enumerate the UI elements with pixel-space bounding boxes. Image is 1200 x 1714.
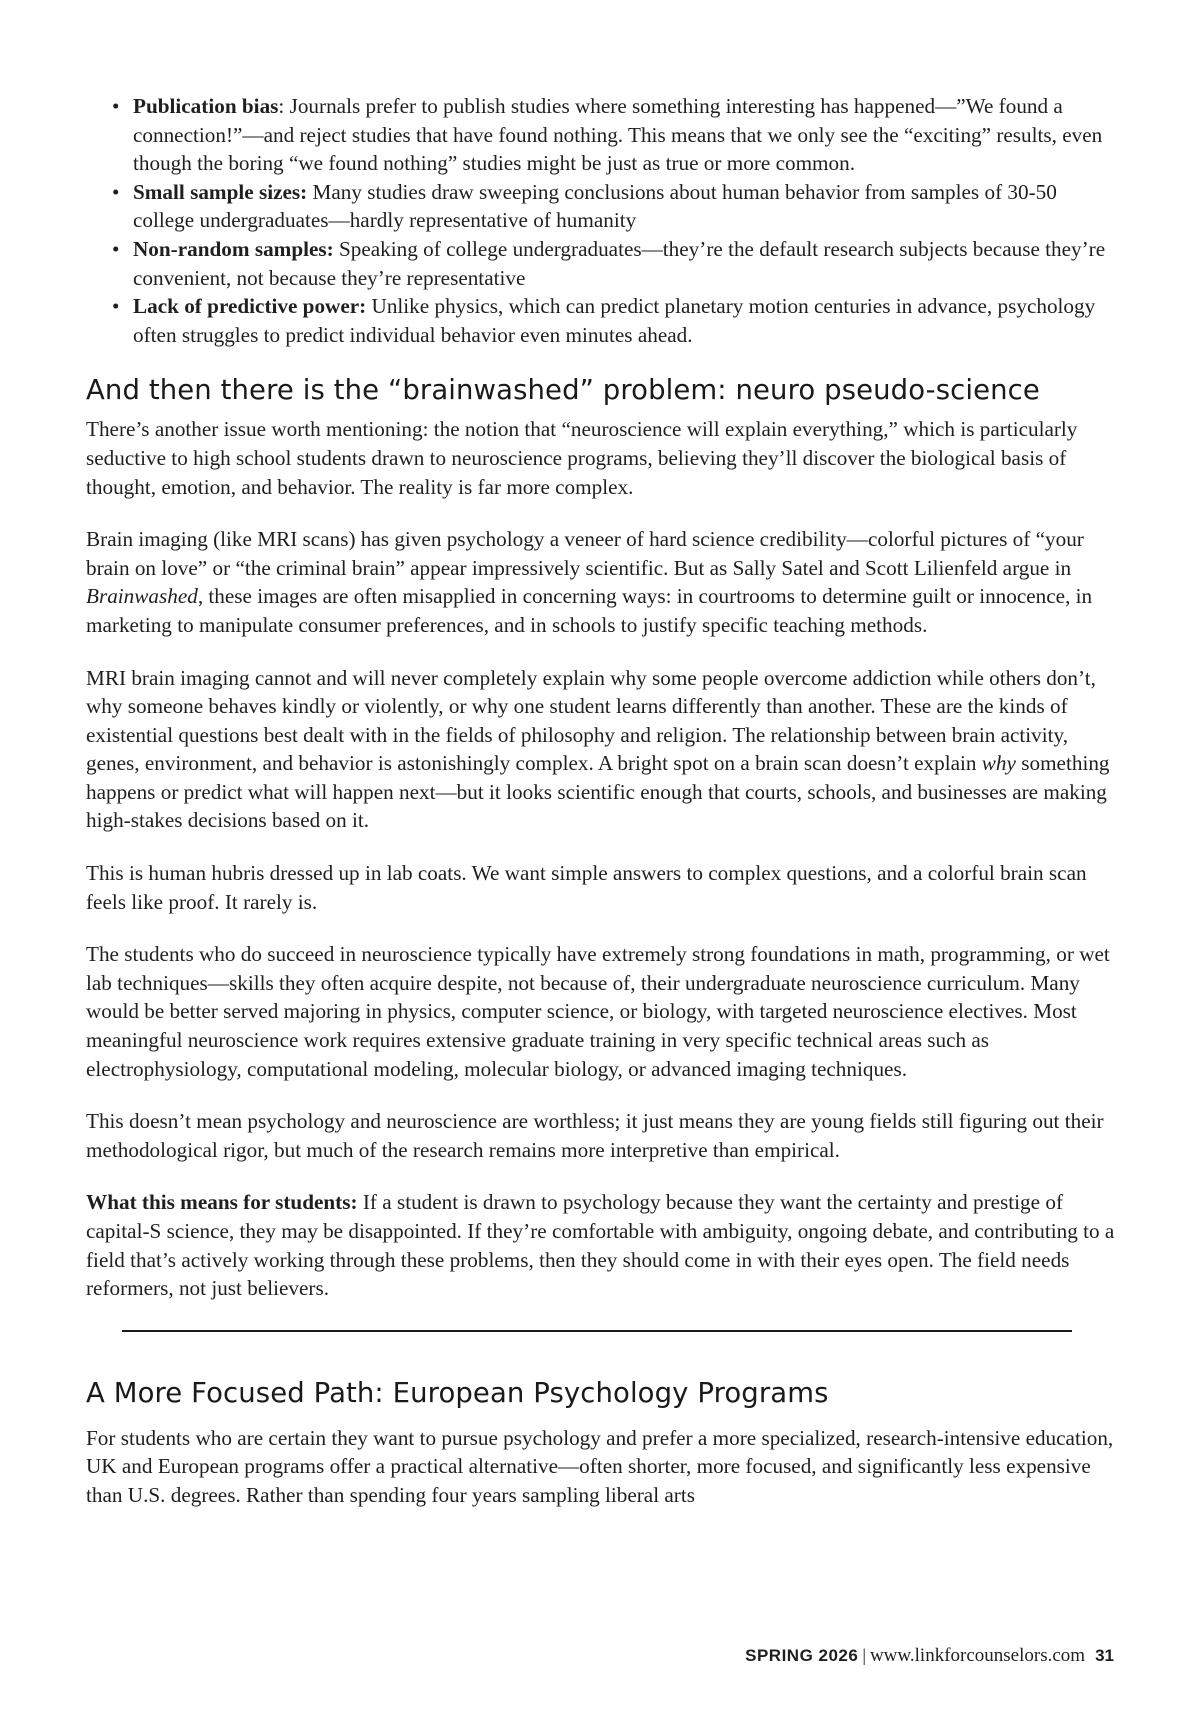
list-item-text: Speaking of college undergraduates—they’re the default research subjects because they’re convenient, not because they’re representative bbox=[133, 236, 1106, 290]
paragraph-text: Brain imaging (like MRI scans) has given psychology a veneer of hard science credibility—colorful pictures of “your brain on love” or “the criminal brain” appear impressively scientific. But as Sally Satel and Scott Lilienfeld argue in bbox=[86, 527, 1084, 580]
page-footer bbox=[745, 1643, 1114, 1668]
paragraph: This is human hubris dressed up in lab coats. We want simple answers to complex questions, and a colorful brain scan feels like proof. It rarely is. bbox=[86, 861, 1087, 914]
paragraph: The students who do succeed in neuroscience typically have extremely strong foundations in math, programming, or wet lab techniques—skills they often acquire despite, not because of, their undergraduate neuroscience curriculum. Many would be better served majoring in physics, computer science, or biology, with targeted neuroscience electives. Most meaningful neuroscience work requires extensive graduate training in very specific technical areas such as electrophysiology, computational modeling, molecular biology, or advanced imaging techniques. bbox=[86, 942, 1110, 1081]
list-item-text: Many studies draw sweeping conclusions about human behavior from samples of 30-50 college undergraduates—hardly representative of humanity bbox=[133, 179, 1057, 233]
paragraph-text: MRI brain imaging cannot and will never completely explain why some people overcome addiction while others don’t, why someone behaves kindly or violently, or why one student learns differently than another. These are the kinds of existential questions best dealt with in the fields of philosophy and religion. The relationship between brain activity, genes, environment, and behavior is astonishingly complex. A bright spot on a brain scan doesn’t explain bbox=[86, 665, 1096, 776]
list-item-sep: : bbox=[278, 94, 285, 118]
section-heading-neuro: And then there is the “brainwashed” problem: neuro pseudo-science bbox=[86, 374, 1040, 407]
website-url: www.linkforcounselors.com bbox=[869, 1645, 1086, 1666]
section-heading-european: A More Focused Path: European Psychology Programs bbox=[86, 1376, 829, 1409]
page-content bbox=[86, 92, 1116, 1510]
takeaway-paragraph bbox=[86, 1188, 1116, 1302]
list-item-term: Publication bias bbox=[133, 94, 279, 118]
list-item-term: Lack of predictive power: bbox=[133, 294, 367, 319]
paragraph-text: , these images are often misapplied in concerning ways: in courtrooms to determine guilt or innocence, in marketing to manipulate consumer preferences, and in schools to justify specific teaching methods. bbox=[86, 584, 1093, 637]
list-item bbox=[86, 178, 1116, 235]
list-item bbox=[86, 292, 1116, 349]
bullet-icon: • bbox=[112, 94, 120, 118]
paragraph-text: If a student is drawn to psychology because they want the certainty and prestige of capital-S science, they may be disappointed. If they’re comfortable with ambiguity, ongoing debate, and contributing to a field that’s actively working through these problems, then they should come in with their eyes open. The field needs reformers, not just believers. bbox=[86, 1190, 1115, 1301]
list-item-text: Unlike physics, which can predict planetary motion centuries in advance, psychology often struggles to predict individual behavior even minutes ahead. bbox=[133, 294, 1096, 347]
emphasis: why bbox=[981, 751, 1016, 776]
list-item bbox=[86, 92, 1116, 178]
takeaway-label: What this means for students: bbox=[86, 1190, 358, 1215]
paragraph: This doesn’t mean psychology and neuroscience are worthless; it just means they are young fields still figuring out their methodological rigor, but much of the research remains more interpretive than empirical. bbox=[86, 1109, 1104, 1162]
list-item-term: Small sample sizes: bbox=[133, 179, 308, 204]
footer-separator: | bbox=[862, 1645, 866, 1665]
bullet-icon: • bbox=[112, 179, 120, 204]
paragraph: For students who are certain they want to pursue psychology and prefer a more specialized, research-intensive education, UK and European programs offer a practical alternative—often shorter, more focused, and significantly less expensive than U.S. degrees. Rather than spending four years sampling liberal arts bbox=[86, 1425, 1114, 1507]
issue-season: SPRING 2026 bbox=[745, 1646, 859, 1665]
section-divider bbox=[122, 1330, 1072, 1332]
issues-list bbox=[86, 92, 1116, 349]
bullet-icon: • bbox=[112, 236, 120, 261]
paragraph: There’s another issue worth mentioning: the notion that “neuroscience will explain everything,” which is particularly seductive to high school students drawn to neuroscience programs, believing they’ll discover the biological basis of thought, emotion, and behavior. The reality is far more complex. bbox=[86, 417, 1078, 499]
paragraph bbox=[86, 525, 1116, 639]
list-item bbox=[86, 235, 1116, 292]
bullet-icon: • bbox=[112, 294, 120, 319]
list-item-text: Journals prefer to publish studies where something interesting has happened—”We found a connection!”—and reject studies that have found nothing. This means that we only see the “exciting” results, even though the boring “we found nothing” studies might be just as true or more common. bbox=[133, 94, 1103, 176]
list-item-term: Non-random samples: bbox=[133, 236, 334, 261]
paragraph-text: something happens or predict what will happen next—but it looks scientific enough that courts, schools, and businesses are making high-stakes decisions based on it. bbox=[86, 751, 1110, 833]
book-title: Brainwashed bbox=[86, 584, 198, 609]
paragraph bbox=[86, 664, 1116, 836]
page-number: 31 bbox=[1095, 1646, 1114, 1665]
